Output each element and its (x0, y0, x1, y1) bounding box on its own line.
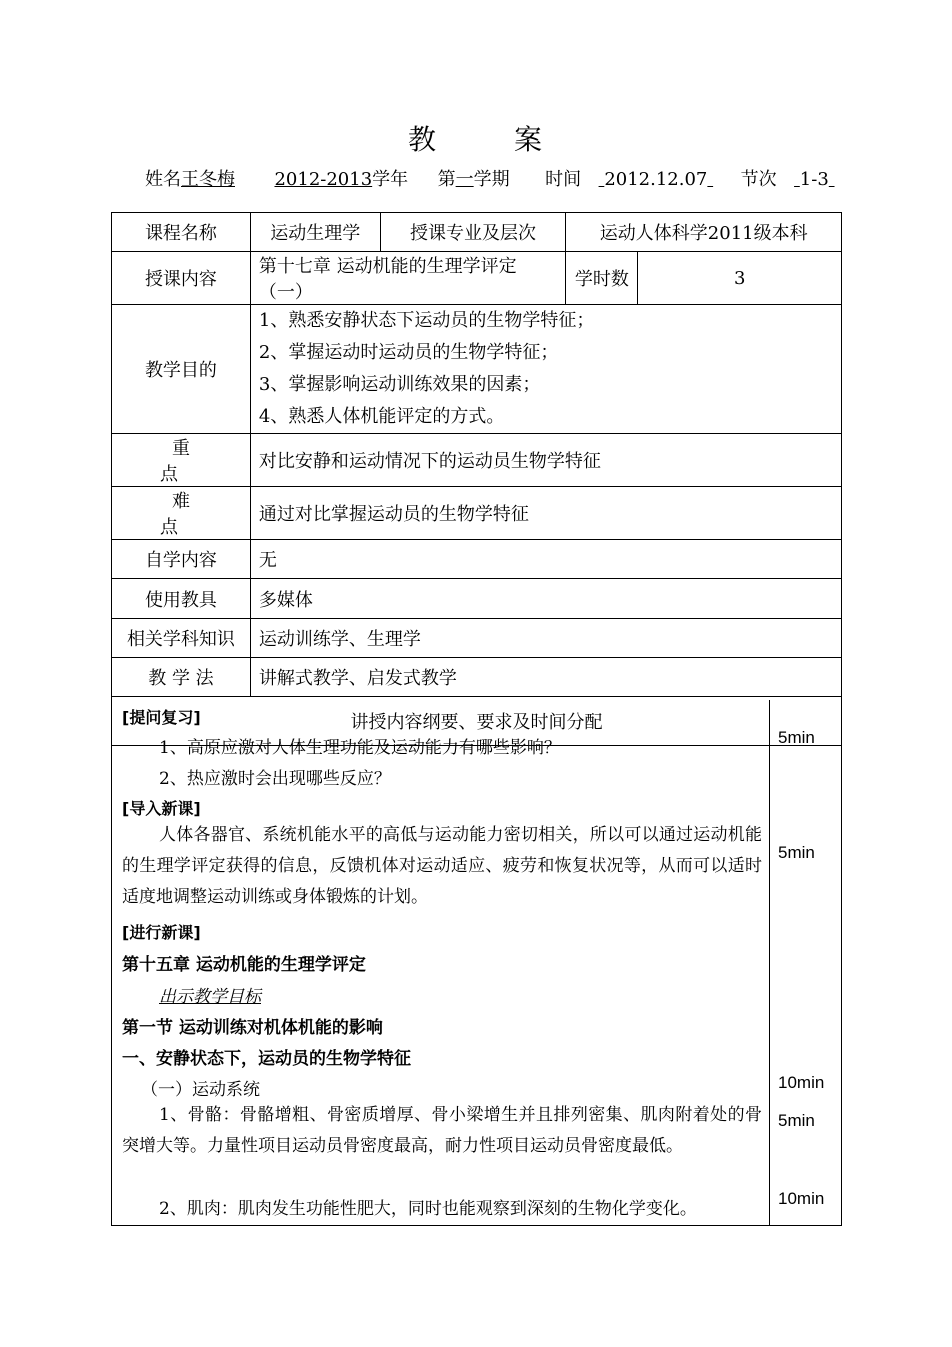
course-label: 课程名称 (112, 213, 251, 252)
muscle-paragraph: 2、肌肉：肌肉发生功能性肥大，同时也能观察到深刻的生物化学变化。 (159, 1199, 697, 1219)
session-value: 1-3 (799, 169, 829, 190)
document-title (0, 118, 952, 158)
time-review: 5min (778, 728, 815, 747)
review-question-2: 2、热应激时会出现哪些反应？ (159, 769, 391, 789)
objectives-label: 教学目的 (112, 305, 251, 434)
time-muscle: 10min (778, 1189, 825, 1208)
related-row (112, 619, 842, 658)
term-prefix: 第 (437, 169, 456, 190)
hours-value: 3 (638, 252, 842, 305)
course-row (112, 213, 842, 252)
lesson-info-table (111, 212, 842, 746)
review-question-1: 1、高原应激对人体生理功能及运动能力有哪些影响？ (159, 738, 561, 758)
time-bone: 5min (778, 1111, 815, 1130)
part-title: 一、安静状态下，运动员的生物学特征 (122, 1049, 411, 1069)
intro-paragraph: 人体各器官、系统机能水平的高低与运动能力密切相关，所以可以通过运动机能的生理学评定获得的信息，反馈机体对运动适应、疲劳和恢复状况等，从而可以适时适度地调整运动训练或身体锻炼的计划。 (122, 825, 762, 907)
review-heading: [提问复习] (122, 708, 201, 727)
teacher-name: 王冬梅 (181, 169, 235, 190)
new-lesson-heading: [进行新课] (122, 923, 201, 942)
title-char-1: 教 (407, 123, 438, 156)
time-intro: 5min (778, 843, 815, 862)
major-value: 运动人体科学2011级本科 (566, 213, 842, 252)
year-suffix: 学年 (372, 169, 409, 190)
outline-header: 讲授内容纲要、要求及时间分配 (112, 697, 842, 746)
self-study-row (112, 540, 842, 579)
academic-year: 2012-2013 (274, 169, 373, 190)
self-study-value: 无 (250, 540, 841, 579)
course-value: 运动生理学 (250, 213, 380, 252)
tools-label: 使用教具 (112, 579, 251, 619)
related-value: 运动训练学、生理学 (250, 619, 841, 658)
content-label: 授课内容 (112, 252, 251, 305)
key-row (112, 434, 842, 487)
header-meta (145, 165, 835, 191)
lesson-body (111, 700, 842, 1226)
objective-item: 2、掌握运动时运动员的生物学特征； (258, 342, 559, 363)
term-number: 一 (455, 169, 474, 190)
related-label: 相关学科知识 (112, 619, 251, 658)
tools-value: 多媒体 (250, 579, 841, 619)
date-value: 2012.12.07 (604, 169, 708, 190)
objective-item: 1、熟悉安静状态下运动员的生物学特征； (258, 310, 595, 331)
objectives-row (112, 305, 842, 434)
method-row (112, 658, 842, 697)
subsection-title: （一）运动系统 (141, 1080, 260, 1100)
tools-row (112, 579, 842, 619)
key-value: 对比安静和运动情况下的运动员生物学特征 (250, 434, 841, 487)
session-label: 节次 (740, 169, 777, 190)
self-study-label: 自学内容 (112, 540, 251, 579)
key-label: 重 点 (112, 434, 251, 487)
show-goals: 出示教学目标 (159, 987, 261, 1007)
term-suffix: 学期 (473, 169, 510, 190)
time-column-divider (769, 700, 770, 1225)
difficulty-row (112, 487, 842, 540)
section-title: 第一节 运动训练对机体机能的影响 (122, 1018, 383, 1038)
intro-heading: [导入新课] (122, 799, 201, 818)
time-motor-system: 10min (778, 1073, 825, 1092)
objectives-list (250, 305, 841, 434)
time-label: 时间 (545, 169, 582, 190)
bone-paragraph: 1、骨骼：骨骼增粗、骨密质增厚、骨小梁增生并且排列密集、肌肉附着处的骨突增大等。力量性项目运动员骨密度最高，耐力性项目运动员骨密度最低。 (122, 1105, 762, 1156)
content-row (112, 252, 842, 305)
objective-item: 4、熟悉人体机能评定的方式。 (258, 406, 505, 427)
difficulty-value: 通过对比掌握运动员的生物学特征 (250, 487, 841, 540)
method-label: 教 学 法 (112, 658, 251, 697)
difficulty-label: 难 点 (112, 487, 251, 540)
title-char-2: 案 (514, 123, 545, 156)
content-value: 第十七章 运动机能的生理学评定（一） (250, 252, 566, 305)
hours-label: 学时数 (566, 252, 638, 305)
name-label: 姓名 (145, 169, 181, 190)
objective-item: 3、掌握影响运动训练效果的因素； (258, 374, 541, 395)
major-label: 授课专业及层次 (380, 213, 566, 252)
chapter-title: 第十五章 运动机能的生理学评定 (122, 955, 366, 975)
method-value: 讲解式教学、启发式教学 (250, 658, 841, 697)
